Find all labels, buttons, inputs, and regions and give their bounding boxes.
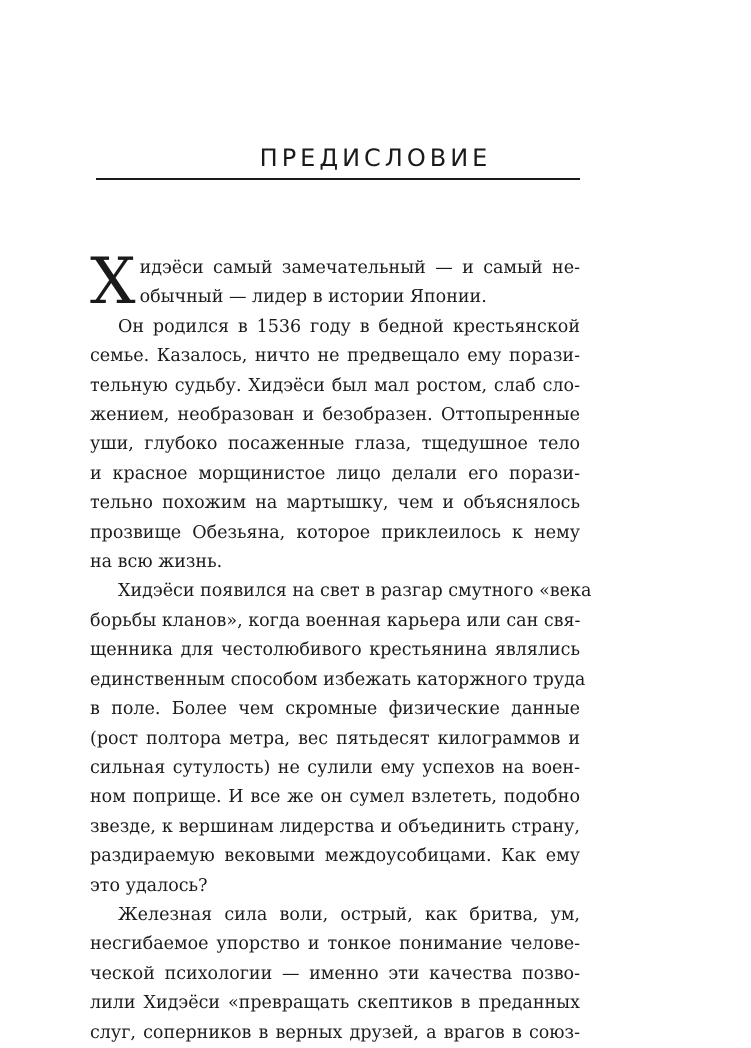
text-line: Он родился в 1536 году в бедной крестьянской: [118, 316, 580, 337]
paragraph-3: [90, 577, 592, 900]
text-line: уши, глубоко посаженные глаза, тщедушное тело: [90, 434, 580, 455]
drop-cap: Х: [90, 245, 136, 319]
text-line: прозвище Обезьяна, которое приклеилось к нему: [90, 522, 580, 543]
text-line: обычный — лидер в истории Японии.: [139, 287, 487, 308]
text-line: жением, необразован и безобразен. Оттопыренные: [90, 405, 580, 426]
text-line: звезде, к вершинам лидерства и объединить страну,: [90, 816, 580, 837]
paragraph-1: [90, 245, 580, 319]
page-title: ПРЕДИСЛОВИЕ: [259, 144, 492, 172]
text-line: на всю жизнь.: [90, 552, 223, 573]
text-line: раздираемую вековыми междоусобицами. Как ему: [90, 846, 580, 867]
text-line: ческой психологии — именно эти качества позво-: [90, 963, 580, 984]
text-line: лили Хидэёси «превращать скептиков в преданных: [90, 993, 580, 1014]
text-line: (рост полтора метра, вес пятьдесят килограммов и: [90, 728, 580, 749]
text-line: и красное морщинистое лицо делали его порази-: [90, 463, 580, 484]
text-line: слуг, соперников в верных друзей, а врагов в союз-: [90, 1022, 580, 1043]
text-line: идэёси самый замечательный — и самый не-: [139, 258, 580, 278]
text-line: щенника для честолюбивого крестьянина являлись: [90, 640, 580, 661]
text-line: тельно похожим на мартышку, чем и объяснялось: [90, 493, 580, 514]
text-line: сильная сутулость) не сулили ему успехов на воен-: [90, 757, 580, 778]
text-line: в поле. Более чем скромные физические данные: [90, 699, 580, 720]
text-line: Железная сила воли, острый, как бритва, ум,: [118, 904, 580, 925]
title-rule: [96, 178, 580, 180]
text-line: несгибаемое упорство и тонкое понимание челове-: [90, 934, 580, 955]
text-line: единственным способом избежать каторжного труда: [90, 669, 586, 690]
text-line: Хидэёси появился на свет в разгар смутного «века: [118, 581, 592, 602]
text-line: тельную судьбу. Хидэёси был мал ростом, слаб сло-: [90, 375, 580, 396]
text-line: ном поприще. И все же он сумел взлететь, подобно: [90, 787, 580, 808]
paragraph-4: [90, 901, 580, 1048]
body-text: [90, 245, 592, 1048]
text-line: борьбы кланов», когда военная карьера или сан свя-: [90, 610, 581, 631]
text-line: это удалось?: [90, 875, 208, 896]
text-line: семье. Казалось, ничто не предвещало ему порази-: [90, 346, 580, 367]
paragraph-2: [90, 313, 580, 578]
